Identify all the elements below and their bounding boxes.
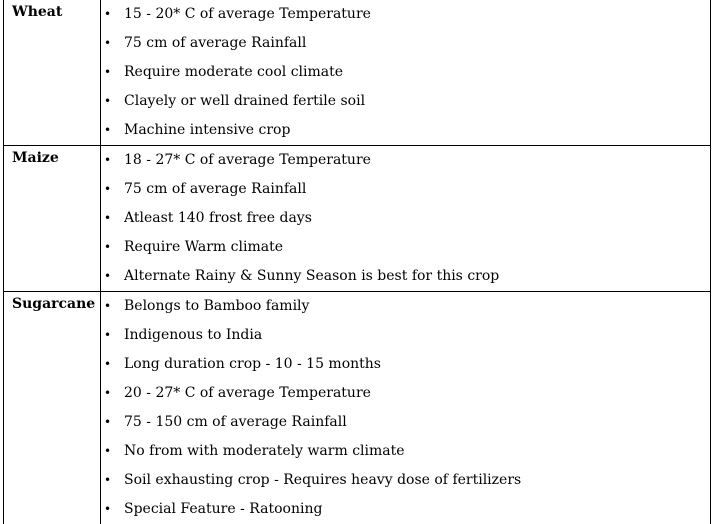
- fact-text: Long duration crop - 10 - 15 months: [124, 356, 381, 372]
- list-item: [101, 292, 710, 321]
- bullet-icon: •: [104, 321, 111, 350]
- bullet-icon: •: [104, 408, 111, 437]
- fact-text: No from with moderately warm climate: [124, 443, 405, 459]
- fact-text: Clayely or well drained fertile soil: [124, 93, 365, 109]
- bullet-icon: •: [104, 87, 111, 116]
- crop-name: Maize: [4, 146, 101, 292]
- list-item: [101, 262, 710, 291]
- list-item: [101, 379, 710, 408]
- list-item: [101, 466, 710, 495]
- bullet-icon: •: [104, 204, 111, 233]
- list-item: [101, 321, 710, 350]
- crop-facts-cell: [101, 146, 711, 292]
- list-item: [101, 58, 710, 87]
- fact-text: Alternate Rainy & Sunny Season is best for this crop: [124, 268, 499, 284]
- fact-text: 18 - 27* C of average Temperature: [124, 152, 371, 168]
- list-item: [101, 495, 710, 524]
- fact-text: Machine intensive crop: [124, 122, 290, 138]
- list-item: [101, 87, 710, 116]
- bullet-icon: •: [104, 379, 111, 408]
- crop-row-sugarcane: [4, 292, 711, 524]
- bullet-icon: •: [104, 175, 111, 204]
- bullet-icon: •: [104, 233, 111, 262]
- fact-text: Indigenous to India: [124, 327, 262, 343]
- bullet-icon: •: [104, 29, 111, 58]
- fact-text: Atleast 140 frost free days: [124, 210, 312, 226]
- facts-list: [101, 146, 710, 291]
- fact-text: 15 - 20* C of average Temperature: [124, 6, 371, 22]
- bullet-icon: •: [104, 495, 111, 524]
- bullet-icon: •: [104, 350, 111, 379]
- bullet-icon: •: [104, 437, 111, 466]
- crop-name: Wheat: [4, 0, 101, 146]
- bullet-icon: •: [104, 58, 111, 87]
- fact-text: 20 - 27* C of average Temperature: [124, 385, 371, 401]
- facts-list: [101, 292, 710, 524]
- fact-text: Soil exhausting crop - Requires heavy dose of fertilizers: [124, 472, 521, 488]
- crop-table-body: [4, 0, 711, 524]
- fact-text: Require Warm climate: [124, 239, 283, 255]
- list-item: [101, 146, 710, 175]
- crop-row-maize: [4, 146, 711, 292]
- list-item: [101, 408, 710, 437]
- list-item: [101, 175, 710, 204]
- list-item: [101, 29, 710, 58]
- list-item: [101, 350, 710, 379]
- fact-text: 75 cm of average Rainfall: [124, 181, 306, 197]
- crop-row-wheat: [4, 0, 711, 146]
- bullet-icon: •: [104, 116, 111, 145]
- bullet-icon: •: [104, 0, 111, 29]
- bullet-icon: •: [104, 262, 111, 291]
- facts-list: [101, 0, 710, 145]
- list-item: [101, 233, 710, 262]
- fact-text: Require moderate cool climate: [124, 64, 343, 80]
- list-item: [101, 0, 710, 29]
- fact-text: Belongs to Bamboo family: [124, 298, 309, 314]
- bullet-icon: •: [104, 292, 111, 321]
- list-item: [101, 437, 710, 466]
- crop-facts-cell: [101, 292, 711, 524]
- crop-facts-cell: [101, 0, 711, 146]
- fact-text: Special Feature - Ratooning: [124, 501, 322, 517]
- list-item: [101, 204, 710, 233]
- bullet-icon: •: [104, 146, 111, 175]
- crop-table: [3, 0, 711, 524]
- fact-text: 75 cm of average Rainfall: [124, 35, 306, 51]
- bullet-icon: •: [104, 466, 111, 495]
- crop-name: Sugarcane: [4, 292, 101, 524]
- list-item: [101, 116, 710, 145]
- fact-text: 75 - 150 cm of average Rainfall: [124, 414, 347, 430]
